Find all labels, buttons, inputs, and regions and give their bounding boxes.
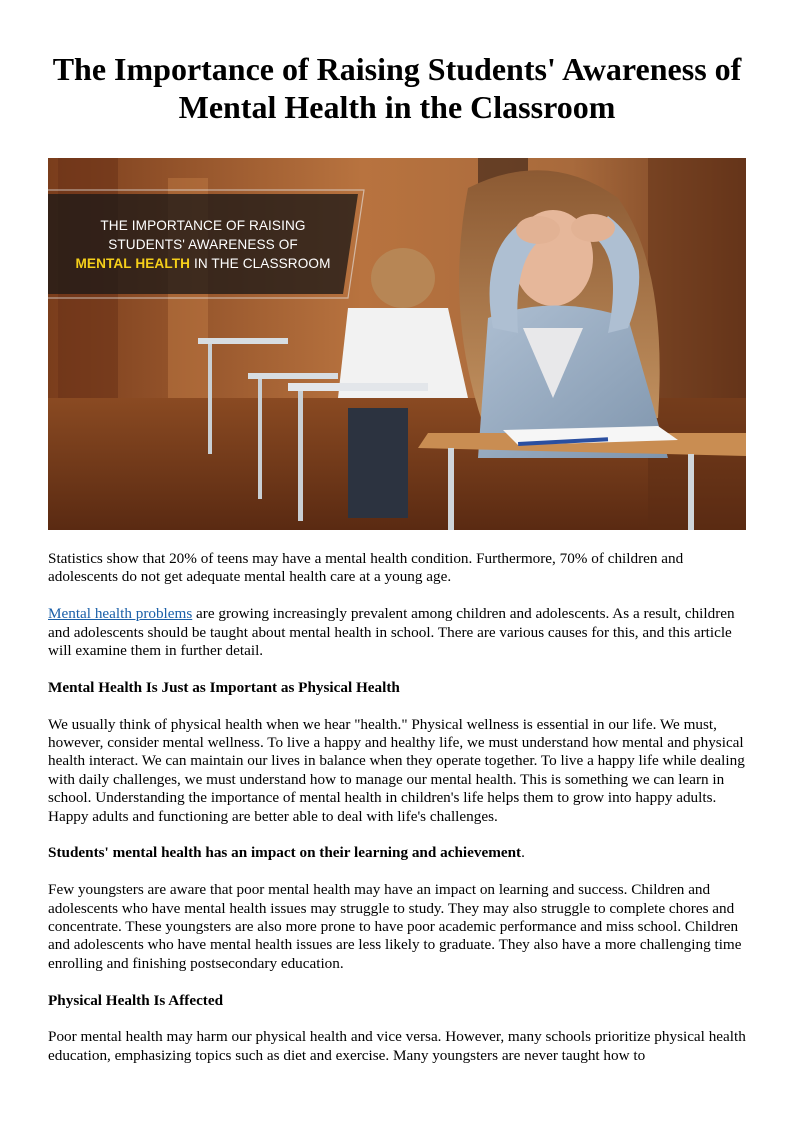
mental-health-problems-link[interactable]: Mental health problems	[48, 605, 193, 623]
heading-learning-suffix: .	[521, 844, 525, 862]
heading-mental-vs-physical: Mental Health Is Just as Important as Physical Health	[48, 678, 400, 696]
document-title: The Importance of Raising Students' Awareness of Mental Health in the Classroom	[52, 51, 742, 125]
paragraph-problems-text: are growing increasingly prevalent among children and adolescents. As a result, children and adolescents should be taught about mental health in school. There are various causes for this, and this article will examine them in further detail.	[48, 605, 735, 660]
heading-physical-affected: Physical Health Is Affected	[48, 991, 224, 1009]
hero-banner	[48, 194, 358, 294]
banner-line-2: STUDENTS' AWARENESS OF	[108, 236, 298, 252]
heading-learning-achievement	[48, 844, 748, 862]
banner-highlight: MENTAL HEALTH	[75, 255, 191, 271]
banner-line-3-rest: IN THE CLASSROOM	[190, 255, 331, 271]
paragraph-physical-affected: Poor mental health may harm our physical health and vice versa. However, many schools prioritize physical health education, emphasizing topics such as diet and exercise. Many youngsters are never taught how to	[48, 1028, 746, 1064]
banner-line-3	[75, 254, 330, 273]
banner-line-1: THE IMPORTANCE OF RAISING	[100, 217, 306, 233]
paragraph-problems	[48, 605, 748, 660]
heading-learning-text: Students' mental health has an impact on their learning and achievement	[48, 844, 522, 862]
hero-image	[48, 158, 746, 530]
paragraph-statistics: Statistics show that 20% of teens may have a mental health condition. Furthermore, 70% of children and adolescents do not get adequate mental health care at a young age.	[48, 550, 684, 586]
paragraph-physical-health: We usually think of physical health when we hear "health." Physical wellness is essential in our life. We must, however, consider mental wellness. To live a happy and healthy life, we must understand how mental and physical health interact. We can maintain our lives in balance when they operate together. To live a happy life while dealing with daily challenges, we must understand how to manage our mental health. This is something we can learn in school. Understanding the importance of mental health in children's life helps them to grow into happy adults. Happy adults and functioning are better able to deal with life's challenges.	[48, 715, 745, 825]
paragraph-learning: Few youngsters are aware that poor mental health may have an impact on learning and success. Children and adolescents who have mental health issues may struggle to study. They may also struggle to complete chores and concentrate. These youngsters are also more prone to have poor academic performance and miss school. Children and adolescents who have mental health issues are less likely to graduate. They also have a more challenging time enrolling and finishing postsecondary education.	[48, 881, 742, 972]
article-body	[48, 550, 748, 1084]
